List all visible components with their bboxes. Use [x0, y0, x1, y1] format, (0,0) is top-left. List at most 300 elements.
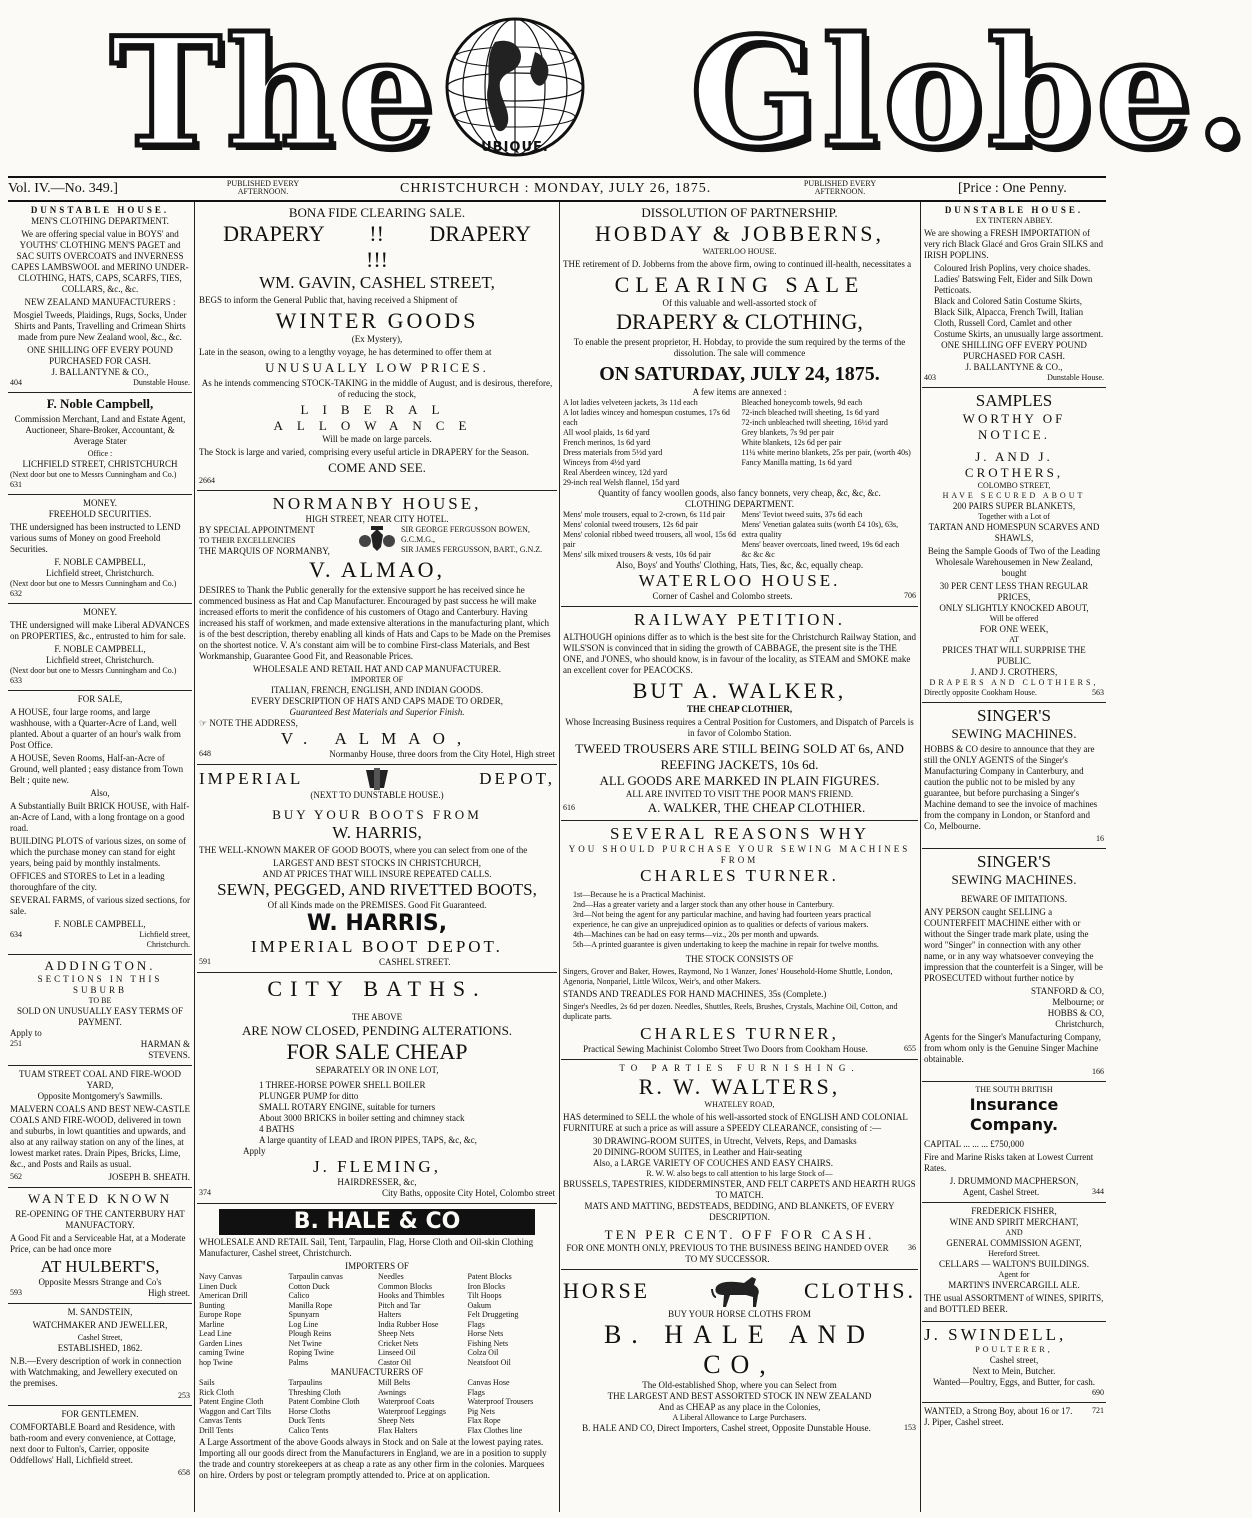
ad-address: COLOMBO STREET,	[977, 481, 1051, 490]
ad-headline: CELLARS — WALTON'S BUILDINGS.	[939, 1259, 1089, 1269]
ad-note: AT	[1009, 635, 1019, 644]
ad-subtitle: MANUFACTURERS OF	[330, 1367, 424, 1377]
ad-subtitle: HIGH STREET, NEAR CITY HOTEL.	[305, 514, 449, 524]
list-item: Horse Cloths	[288, 1406, 331, 1416]
list-item: &c &c &c	[741, 550, 775, 559]
list-item: PLUNGER PUMP for ditto	[259, 1091, 359, 1101]
list-item: Waterproof Coats	[378, 1397, 435, 1406]
list-item: caming Twine	[199, 1348, 245, 1357]
ad-body: BRUSSELS, TAPESTRIES, KIDDERMINSTER, AND FELT CARPETS AND HEARTH RUGS TO MATCH.	[563, 1179, 916, 1200]
ad-body: Late in the season, owing to a lengthy voyage, he has determined to offer them at	[199, 347, 492, 357]
ad-number: 251	[10, 1039, 22, 1048]
ad-title: ADDINGTON.	[44, 958, 156, 973]
list-item: American Drill	[199, 1291, 248, 1300]
ad-also: Also,	[90, 788, 110, 798]
ad-apply: Apply	[243, 1146, 266, 1156]
ad-appointment: SIR JAMES FERGUSSON, BART., G.N.Z.	[401, 545, 543, 554]
ad-signature: J. BALLANTYNE & CO.,	[965, 362, 1063, 372]
ad-title: F. Noble Campbell,	[46, 396, 154, 411]
ad-subtitle: (NEXT TO DUNSTABLE HOUSE.)	[310, 790, 444, 800]
ad-title: R. W. WALTERS,	[638, 1074, 841, 1099]
published-note-right: PUBLISHED EVERY AFTERNOON.	[803, 179, 877, 196]
list-item: 72-inch bleached twill sheeting, 1s 6d yard	[741, 408, 880, 417]
ad-dunstable-mens	[8, 202, 192, 393]
list-item: Cotton Duck	[288, 1281, 330, 1291]
ad-signature: J. AND J. CROTHERS,	[970, 667, 1058, 677]
ad-note: Of this valuable and well-assorted stock of	[662, 298, 817, 308]
ad-title: SEVERAL REASONS WHY	[609, 824, 870, 843]
ad-south-british	[922, 1082, 1106, 1203]
ad-body: A Substantially Built BRICK HOUSE, with Half-an-Acre of Land, with a long frontage on a good road.	[10, 801, 190, 833]
list-item: 20 DINING-ROOM SUITES, in Leather and Hair-seating	[593, 1147, 803, 1157]
ad-headline: TARTAN AND HOMESPUN SCARVES AND SHAWLS,	[928, 522, 1100, 543]
ad-headline: B. HALE AND CO,	[603, 1320, 876, 1379]
list-item: Flags	[467, 1387, 485, 1397]
list-item: Europe Rope	[199, 1310, 241, 1319]
ad-headline: WATERLOO HOUSE.	[638, 571, 841, 590]
ad-wanted-boy	[922, 1403, 1106, 1432]
ad-subtitle: MEN'S CLOTHING DEPARTMENT.	[31, 216, 169, 226]
ad-body: WHOLESALE AND RETAIL Sail, Tent, Tarpaulin, Flag, Horse Cloth and Oil-skin Clothing Manufacturer, Cashel street, Christchurch.	[199, 1237, 534, 1258]
list-item: Flax Halters	[378, 1425, 418, 1435]
list-item: Waterproof Trousers	[467, 1397, 534, 1406]
ad-body: ANY PERSON caught SELLING a COUNTERFEIT MACHINE either with or without the Singer trade mark plate, using the word "Singer" in connection with any other name, or in any way whatsoever conveying the impression that the counterfeit is a Singer, will be PROSECUTED without further notice by	[924, 907, 1103, 983]
list-item: Mill Belts	[378, 1378, 411, 1387]
ad-body: SEVERAL FARMS, of various sized sections, for sale.	[10, 895, 190, 916]
ad-note: A few items are annexed :	[692, 387, 787, 397]
ad-tobe: TO BE	[88, 996, 112, 1005]
list-item: Coloured Irish Poplins, very choice shades.	[934, 263, 1091, 273]
ad-established: ESTABLISHED, 1862.	[57, 1343, 143, 1353]
ad-title: M. SANDSTEIN,	[67, 1307, 133, 1317]
ad-body: THE undersigned has been instructed to LEND various sums of Money on good Freehold Securities.	[10, 522, 181, 554]
ad-offer: ONE SHILLING OFF EVERY POUND PURCHASED FOR CASH.	[27, 345, 173, 366]
ad-note: (Next door but one to Messrs Cunningham and Co.)	[10, 666, 177, 675]
ad-note: Together with a Lot of	[978, 512, 1050, 521]
ad-headline: A. WALKER, THE CHEAP CLOTHIER.	[647, 800, 866, 815]
ad-number: 253	[178, 1391, 190, 1400]
ad-note: ALL ARE INVITED TO VISIT THE POOR MAN'S FRIEND.	[625, 789, 854, 799]
ad-body: THE undersigned will make Liberal ADVANCES on PROPERTIES, &c., entrusted to him for sale.	[10, 620, 190, 641]
dateline	[8, 176, 1106, 202]
ad-body: DESIRES to Thank the Public generally for the extensive support he has received since he commenced business as Hat and Cap Manufacturer. Encouraged by past success he will make increased efforts to merit the confidence of his customers of Otago and Canterbury. Having increased his staff of workmen, and made extensive alterations in the manufacturing plant, which is of the best description, thereby enabling all kinds of Hats and Caps to be Made on the Premises on the shortest notice. V. A's constant aim will be to combine First-class Materials, and Best Workmanship, Guarantee Good Fit, and Reasonable Prices.	[199, 585, 551, 661]
list-item: Horse Nets	[467, 1329, 504, 1338]
list-item: White blankets, 12s 6d per pair	[741, 438, 842, 447]
ad-trade: DRAPERS AND CLOTHIERS,	[929, 678, 1099, 687]
ad-address: City Baths, opposite City Hotel, Colombo street	[382, 1188, 555, 1198]
ad-body: BUILDING PLOTS of various sizes, on some of which the purchase money can stand for eight years, being paid by monthly instalments.	[10, 836, 186, 868]
ad-city-baths	[197, 973, 557, 1204]
list-item: Tilt Hoops	[467, 1291, 502, 1300]
ad-body: A Large Assortment of the above Goods always in Stock and on Sale at the lowest paying rates. Importing all our goods direct from the Manufacturers in England, we are in a position to supply the trade and country storekeepers at as cheap a rate as any other firm in the colonies. Marquees on hire. Orders by post or telegram promptly attended to. Price at on application.	[199, 1437, 547, 1480]
ad-subtitle: WHATELEY ROAD,	[704, 1100, 775, 1109]
list-item: Pitch and Tar	[378, 1300, 421, 1310]
ad-note: Will be offered	[989, 614, 1039, 623]
published-note-left: PUBLISHED EVERY AFTERNOON.	[226, 179, 300, 196]
ad-headline: SINGER'S	[977, 706, 1051, 725]
ad-body: OFFICES and STORES to Let in a leading thoroughfare of the city.	[10, 871, 165, 892]
ad-note: Guaranteed Best Materials and Superior Finish.	[289, 707, 465, 717]
ad-headline: COME AND SEE.	[328, 460, 426, 475]
ad-title: J. SWINDELL,	[924, 1325, 1067, 1344]
ad-street: High street.	[148, 1288, 190, 1298]
ad-subtitle: SEWING MACHINES.	[951, 726, 1077, 741]
ad-note: AND	[1005, 1228, 1023, 1237]
list-item: Mens' Venetian galatea suits (worth £4 10s), 63s, extra quality	[741, 520, 899, 539]
volume-number: Vol. IV.—No. 349.]	[8, 181, 118, 196]
list-item: Tarpaulins	[288, 1378, 323, 1387]
list-item: Cricket Nets	[378, 1338, 419, 1348]
ad-address: Corner of Cashel and Colombo streets.	[652, 591, 793, 601]
ad-address: Cashel street,	[989, 1355, 1039, 1365]
list-item: Sheep Nets	[378, 1416, 415, 1425]
ad-for-gentlemen	[8, 1406, 192, 1482]
ad-swindell	[922, 1322, 1106, 1403]
list-item: Fancy Manilla matting, 1s 6d yard	[741, 458, 852, 467]
ad-number: 404	[10, 378, 22, 387]
ad-subtitle: THE CHEAP CLOTHIER,	[686, 704, 793, 714]
ad-title: WANTED KNOWN	[28, 1191, 172, 1206]
ad-address: Lichfield street, Christchurch.	[46, 568, 154, 578]
ad-subtitle: WATERLOO HOUSE.	[702, 247, 777, 256]
crest-icon	[362, 768, 392, 790]
list-item: Sails	[199, 1378, 215, 1387]
ad-number: 632	[10, 589, 22, 598]
list-item: Oakum	[467, 1300, 492, 1310]
list-item: Flags	[467, 1319, 485, 1329]
ad-singer-hobbs	[922, 703, 1106, 849]
ad-address: LICHFIELD STREET, CHRISTCHURCH	[22, 459, 178, 469]
list-item: 72-inch unbleached twill sheeting, 16½d yard	[741, 418, 888, 427]
ad-headline: J. FLEMING,	[313, 1157, 441, 1176]
ad-note: HAVE SECURED ABOUT	[942, 491, 1086, 500]
ad-apply: Apply to	[10, 1028, 42, 1038]
ad-headline: CHARLES TURNER.	[640, 866, 839, 885]
ad-note: Also, Boys' and Youths' Clothing, Hats, Ties, &c, &c, equally cheap.	[615, 560, 864, 570]
list-item: Calico	[288, 1291, 310, 1300]
ad-note: Wanted—Poultry, Eggs, and Butter, for cash.	[932, 1377, 1096, 1387]
ad-body: THE usual ASSORTMENT of WINES, SPIRITS, and BOTTLED BEER.	[924, 1293, 1104, 1314]
list-item: Patent Combine Cloth	[288, 1397, 360, 1406]
ad-body: As he intends commencing STOCK-TAKING in the middle of August, and is desirous, therefore, of reducing the stock,	[201, 378, 553, 399]
ad-subtitle: BUY YOUR HORSE CLOTHS FROM	[668, 1309, 811, 1319]
ad-charles-turner	[561, 821, 918, 1060]
ad-note: ☞ NOTE THE ADDRESS,	[199, 718, 298, 728]
list-item: Navy Canvas	[199, 1272, 242, 1281]
ad-horse-cloths	[561, 1270, 918, 1438]
ad-headline: IMPERIAL BOOT DEPOT.	[251, 937, 503, 956]
ad-number: 403	[924, 373, 936, 382]
ad-subtitle: GENERAL COMMISSION AGENT,	[946, 1238, 1082, 1248]
column-3	[561, 202, 918, 1512]
ad-number: 706	[904, 591, 916, 600]
list-item: Tarpaulin canvas	[288, 1272, 343, 1281]
royal-arms-icon	[357, 525, 397, 555]
ad-title: FREDERICK FISHER,	[971, 1206, 1057, 1216]
horse-icon	[710, 1273, 770, 1309]
list-item: 29-inch real Welsh flannel, 15d yard	[563, 478, 680, 487]
column-1	[8, 202, 192, 1512]
ad-headline: DRAPERY & CLOTHING,	[616, 309, 863, 334]
list-item: Plough Reins	[288, 1329, 332, 1338]
list-item: 4th—Machines can be had on easy terms—viz., 20s per month and upwards.	[573, 930, 819, 939]
ad-headline: AT HULBERT'S,	[40, 1257, 160, 1276]
ad-body: YOU SHOULD PURCHASE YOUR SEWING MACHINES FROM	[568, 844, 911, 865]
list-item: Grey blankets, 7s 9d per pair	[741, 428, 834, 437]
list-item: Needles	[378, 1272, 404, 1281]
ad-title: MONEY.	[82, 498, 118, 508]
ad-headline: ARE NOW CLOSED, PENDING ALTERATIONS.	[241, 1023, 513, 1038]
list-item: Rick Cloth	[199, 1387, 234, 1397]
ad-body: Agents for the Singer's Manufacturing Company, from whom only is the Genuine Singer Machine obtainable.	[924, 1032, 1102, 1064]
ad-signature: JOSEPH B. SHEATH.	[108, 1172, 190, 1182]
ad-appointment: SIR GEORGE FERGUSSON BOWEN, G.C.M.G.,	[401, 525, 530, 544]
list-item: Log Line	[288, 1319, 319, 1329]
ad-hobday	[561, 202, 918, 607]
ad-headline: SAMPLES	[975, 391, 1053, 410]
list-item: Neatsfoot Oil	[467, 1357, 511, 1367]
ad-number: 593	[10, 1288, 22, 1297]
ad-headline: B. HALE & CO	[219, 1209, 535, 1235]
ad-body: Commission Merchant, Land and Estate Agent, Auctioneer, Share-Broker, Accountant, & Average Stater	[14, 414, 186, 446]
ad-number: 658	[178, 1468, 190, 1477]
ad-number: 631	[10, 480, 22, 489]
list-item: India Rubber Hose	[378, 1319, 439, 1329]
list-item: A lot ladies wincey and homespun costumes, 17s 6d each	[563, 408, 730, 427]
ad-signature: F. NOBLE CAMPBELL,	[54, 644, 146, 654]
ad-tuam-coal	[8, 1066, 192, 1188]
ad-for-sale	[8, 691, 192, 955]
ad-walters	[561, 1060, 918, 1270]
list-item: Threshing Cloth	[288, 1387, 341, 1397]
list-item: Pig Nets	[467, 1406, 495, 1416]
ad-body: A HOUSE, Seven Rooms, Half-an-Acre of Ground, well planted ; easy distance from Town Belt ; quite new.	[10, 753, 184, 785]
ad-kicker: THE SOUTH BRITISH	[975, 1085, 1053, 1094]
ad-body: RE-OPENING OF THE CANTERBURY HAT MANUFACTORY.	[15, 1209, 185, 1230]
ad-sandstein	[8, 1304, 192, 1406]
ad-body: BEGS to inform the General Public that, having received a Shipment of	[199, 295, 458, 305]
ad-b-hale	[197, 1204, 557, 1487]
ad-number: 591	[199, 957, 211, 966]
ad-address: Lichfield street, Christchurch.	[46, 655, 154, 665]
list-item: 2nd—Has a greater variety and a larger stock than any other house in Canterbury.	[573, 900, 835, 909]
list-item: Patent Blocks	[467, 1272, 512, 1281]
place-date: CHRISTCHURCH : MONDAY, JULY 26, 1875.	[400, 181, 712, 196]
ad-place: Christchurch,	[1055, 1019, 1104, 1029]
ad-signature: STANFORD & CO,	[1030, 986, 1104, 996]
ad-note: (Next door but one to Messrs Cunningham and Co.)	[10, 470, 177, 479]
ad-subtitle: SEWING MACHINES.	[951, 872, 1077, 887]
ad-body: We are showing a FRESH IMPORTATION of very rich Black Glacé and Gros Grain SILKS and IRISH POPLINS.	[924, 228, 1103, 260]
list-item: Bleached honeycomb towels, 9d each	[741, 398, 863, 407]
ad-heading: NEW ZEALAND MANUFACTURERS :	[24, 297, 176, 307]
ad-title: TUAM STREET COAL AND FIRE-WOOD YARD,	[19, 1069, 181, 1090]
ad-headline: BUY YOUR BOOTS FROM	[272, 807, 482, 822]
ad-signature: F. NOBLE CAMPBELL,	[54, 557, 146, 567]
ad-number: 16	[1096, 834, 1104, 843]
list-item: Net Twine	[288, 1338, 322, 1348]
ad-note: FOR ONE MONTH ONLY, PREVIOUS TO THE BUSINESS BEING HANDED OVER TO MY SUCCESSOR.	[566, 1243, 889, 1264]
ad-headline: LIBERAL ALLOWANCE	[273, 402, 481, 433]
ad-headline: ALL GOODS ARE MARKED IN PLAIN FIGURES.	[599, 773, 880, 788]
column-rule	[194, 202, 195, 1512]
ad-title: CITY BATHS.	[267, 976, 487, 1001]
masthead-word-globe: Globe.	[690, 5, 1252, 181]
list-item: Bunting	[199, 1300, 225, 1310]
ad-address: Next to Mein, Butcher.	[972, 1366, 1056, 1376]
ad-subtitle: WINE AND SPIRIT MERCHANT,	[949, 1217, 1079, 1227]
ad-addington	[8, 955, 192, 1066]
ad-body: Being the Sample Goods of Two of the Leading Wholesale Warehousemen in New Zealand, bought	[927, 546, 1101, 578]
list-item: Marline	[199, 1319, 225, 1329]
ad-number: 36	[908, 1243, 916, 1252]
ad-money-advances	[8, 604, 192, 691]
ad-body: MALVERN COALS AND BEST NEW-CASTLE COALS AND FIRE-WOOD, delivered in town and suburbs, in lowt quantities and upwards, and also at any railway station on any of the lines, at lowest market rates. Drain Pipes, Bricks, Lime, &c., and Posts and Rails as usual.	[10, 1104, 191, 1169]
list-item: Also, a LARGE VARIETY OF COUCHES AND EASY CHAIRS.	[593, 1158, 834, 1168]
ad-headline: SINGER'S	[977, 852, 1051, 871]
ad-dunstable-tintern	[922, 202, 1106, 388]
ad-kicker: TO PARTIES FURNISHING.	[619, 1063, 860, 1073]
ad-number: 633	[10, 676, 22, 685]
ad-headline: CLOTHS.	[803, 1278, 916, 1303]
ad-number: 563	[1092, 688, 1104, 697]
list-item: hop Twine	[199, 1357, 233, 1367]
ad-kicker: BONA FIDE CLEARING SALE.	[288, 205, 466, 220]
ad-body: HOBBS & CO desire to announce that they are still the ONLY AGENTS of the Singer's Manufacturing Company in Canterbury, and caution the public not to be misled by any guarantee, but before purchasing a Singer's Machine demand to see the invoice of machines from the company in London, or Stanford and Co, Melbourne.	[924, 744, 1098, 831]
list-item: Mens' silk mixed trousers & vests, 10s 6d pair	[563, 550, 711, 559]
ad-body: THE retirement of D. Jobberns from the above firm, owing to continued ill-health, necessitates a	[563, 259, 912, 269]
list-item: Waggon and Cart Tilts	[199, 1406, 272, 1416]
ad-note: BEWARE OF IMITATIONS.	[960, 894, 1068, 904]
list-item: Mens' mole trousers, equal to 2-crown, 6s 11d pair	[563, 510, 725, 519]
list-item: Ladies' Batswing Felt, Eider and Silk Down Petticoats.	[934, 274, 1093, 295]
ad-title: J. AND J. CROTHERS,	[964, 449, 1064, 480]
list-item: Felt Druggeting	[467, 1310, 519, 1319]
ad-body: We are offering special value in BOYS' and YOUTHS' CLOTHING MEN'S PAGET and SAC SUITS OVERCOATS and INVERNESS CAPES LAMBSWOOL and MERINO UNDER-CLOTHING, HATS, CAPS, SCARFS, TIES, COLLARS, &c., &c.	[11, 229, 189, 294]
ad-number: 690	[1092, 1388, 1104, 1397]
ad-headline: TEN PER CENT. OFF FOR CASH.	[604, 1227, 875, 1242]
ad-title: FOR SALE,	[77, 694, 123, 704]
ad-signature: HOBBS & CO,	[1047, 1008, 1104, 1018]
ad-headline: FOR ONE WEEK,	[979, 624, 1049, 634]
ad-headline: WINTER GOODS	[275, 308, 479, 333]
list-item: About 3000 BRICKS in boiler setting and chimney stack	[259, 1113, 465, 1123]
ad-address: Opposite Messrs Strange and Co's	[38, 1277, 162, 1287]
list-item: Awnings	[378, 1387, 407, 1397]
ad-note: R. W. W. also begs to call attention to his large Stock of—	[646, 1169, 833, 1178]
list-item: All wool plaids, 1s 6d yard	[563, 428, 650, 437]
ad-headline: PRICES THAT WILL SURPRISE THE PUBLIC.	[942, 645, 1086, 666]
ad-address: Normanby House, three doors from the City Hotel, High street	[329, 749, 555, 759]
ad-street: CASHEL STREET.	[379, 957, 451, 967]
ad-number: 616	[563, 803, 575, 812]
column-4	[922, 202, 1106, 1512]
ad-subtitle: EX TINTERN ABBEY.	[975, 216, 1053, 225]
ad-number: 562	[10, 1172, 22, 1181]
ad-note: Agent for	[998, 1270, 1030, 1279]
ad-subtitle: SEPARATELY OR IN ONE LOT,	[315, 1065, 439, 1075]
ad-fisher	[922, 1203, 1106, 1322]
ad-body: Singers, Grover and Baker, Howes, Raymond, No 1 Wanzer, Jones' Household-Home Shuttle, London, Agenoria, Nonpariel, Little Wilcox, Weir's, and other Makers.	[563, 967, 893, 986]
list-item: Fishing Nets	[467, 1338, 509, 1348]
list-item: 11¼ white merino blankets, 25s per pair, (worth 40s)	[741, 448, 911, 457]
list-item: Calico Tents	[288, 1425, 329, 1435]
list-item: Linen Duck	[199, 1281, 237, 1291]
list-item: 4 BATHS	[259, 1124, 295, 1134]
ad-railway-petition	[561, 607, 918, 821]
ad-title: DUNSTABLE HOUSE.	[944, 205, 1084, 215]
ad-street: Cashel Street,	[77, 1333, 123, 1342]
list-item: Flax Rope	[467, 1416, 501, 1425]
ad-number: 721	[1092, 1406, 1104, 1415]
ad-title: NORMANBY HOUSE,	[272, 494, 482, 513]
masthead-motto: UBIQUE.	[481, 140, 549, 155]
ad-number: 2664	[199, 476, 215, 485]
ad-crothers	[922, 388, 1106, 703]
ad-body: And as CHEAP as any place in the Colonies,	[658, 1402, 821, 1412]
ad-body: Singer's Needles, 2s 6d per dozen. Needles, Shuttles, Reels, Brushes, Crystals, Machine Oil, Cotton, and duplicate parts.	[563, 1002, 898, 1021]
ad-body: SECTIONS IN THIS SUBURB	[37, 974, 163, 995]
ad-body: AND AT PRICES THAT WILL INSURE REPEATED CALLS.	[262, 869, 492, 879]
list-item: Mens' Teviot tweed suits, 37s 6d each	[741, 510, 863, 519]
list-item: Castor Oil	[378, 1357, 412, 1367]
ad-number: 344	[1092, 1187, 1104, 1196]
ad-headline: V. ALMAO,	[308, 557, 445, 582]
ad-body: WATCHMAKER AND JEWELLER,	[32, 1320, 168, 1330]
list-item: 3rd—Not being the agent for any particular machine, and having had fourteen years practical experience, he can give an unprejudiced opinion as to qualities or defects of various makers.	[573, 910, 872, 929]
list-item: Halters	[378, 1310, 402, 1319]
ad-address: Agent, Cashel Street.	[962, 1187, 1040, 1197]
ad-harris	[197, 765, 557, 973]
list-item: Palms	[288, 1357, 309, 1367]
ad-trade: POULTERER,	[975, 1345, 1053, 1354]
ad-headline: ONLY SLIGHTLY KNOCKED ABOUT,	[939, 603, 1089, 613]
ad-agent: HARMAN & STEVENS.	[140, 1039, 190, 1060]
ad-title: MONEY.	[82, 607, 118, 617]
ad-wanted-known	[8, 1188, 192, 1304]
ad-body: The Old-established Shop, where you can Select from	[642, 1380, 837, 1390]
ad-headline: V. ALMAO,	[280, 729, 474, 748]
ad-address: Dunstable House.	[1047, 373, 1104, 382]
ad-body: THE WELL-KNOWN MAKER OF GOOD BOOTS, where you can select from one of the	[199, 845, 528, 855]
list-item: 1st—Because he is a Practical Machinist.	[573, 890, 706, 899]
ad-address: Practical Sewing Machinist Colombo Street Two Doors from Cookham House.	[583, 1044, 868, 1054]
list-item: 1 THREE-HORSE POWER SHELL BOILER	[259, 1080, 426, 1090]
ad-headline: DEPOT,	[479, 769, 555, 788]
ad-number: 648	[199, 749, 211, 758]
list-item: Mens' colonial tweed trousers, 12s 6d pair	[563, 520, 698, 529]
price: [Price : One Penny.	[958, 181, 1067, 196]
ad-note: A Liberal Allowance to Large Purchasers.	[672, 1413, 807, 1422]
ad-body: WANTED, a Strong Boy, about 16 or 17. J. Piper, Cashel street.	[924, 1406, 1073, 1427]
ad-kicker: DISSOLUTION OF PARTNERSHIP.	[641, 205, 838, 220]
list-item: Duck Tents	[288, 1416, 325, 1425]
ad-title: HOBDAY & JOBBERNS,	[595, 221, 884, 246]
list-item: A large quantity of LEAD and IRON PIPES, TAPS, &c, &c,	[259, 1135, 477, 1145]
ad-body: LARGEST AND BEST STOCKS IN CHRISTCHURCH,	[272, 858, 482, 868]
ad-headline: STANDS AND TREADLES FOR HAND MACHINES, 35s (Complete.)	[563, 989, 827, 999]
ad-body: The Stock is large and varied, comprising every useful article in DRAPERY for the Season.	[199, 447, 529, 457]
list-item: French merinos, 1s 6d yard	[563, 438, 651, 447]
list-item: A lot ladies velveteen jackets, 3s 11d each	[563, 398, 698, 407]
ad-headline: CLEARING SALE	[614, 272, 865, 297]
ad-body: Whose Increasing Business requires a Central Position for Customers, and Dispatch of Parcels is in favor of Colombo Station.	[565, 717, 914, 738]
ad-title: W. HARRIS,	[332, 823, 422, 842]
ad-signature: J. BALLANTYNE & CO.,	[51, 367, 149, 377]
ad-body: MATS AND MATTING, BEDSTEADS, BEDDING, AND BLANKETS, OF EVERY DESCRIPTION.	[584, 1201, 895, 1222]
ad-headline: DRAPERY !! DRAPERY !!!	[223, 221, 531, 272]
masthead-word-the: The	[110, 5, 439, 181]
